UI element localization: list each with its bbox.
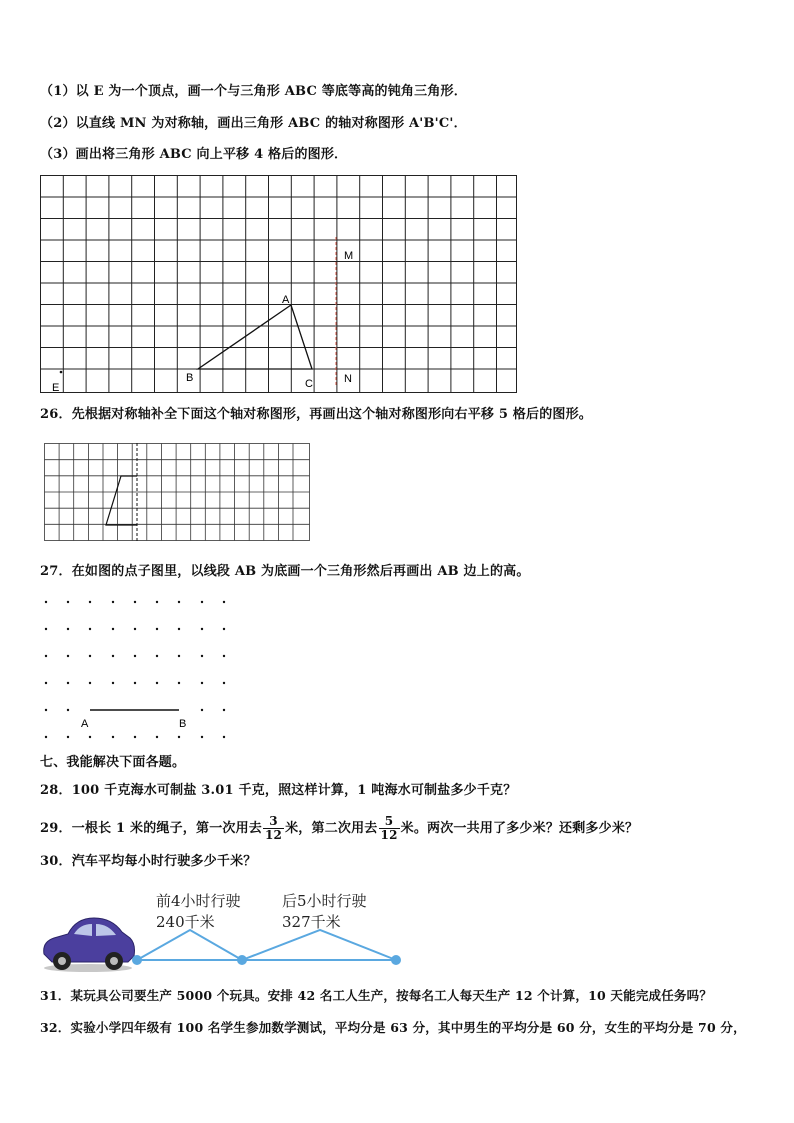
question-30: 30．汽车平均每小时行驶多少千米？ [40,854,257,869]
question-31: 31．某玩具公司要生产 5000 个玩具。安排 42 名工人生产，按每名工人每天生产 12 个计算，10 天能完成任务吗？ [40,988,713,1003]
dot-label-a: A [81,718,89,730]
segment-1-label-line-1: 前4小时行驶 [156,892,241,910]
frac2-denominator: 12 [380,828,398,842]
q29-text-3: 米。两次一共用了多少米？还剩多少米？ [400,821,639,836]
label-m: M [344,250,354,262]
q29-text-2: 米，第二次用去 [285,821,378,836]
label-a: A [282,294,290,306]
car-icon [44,918,135,972]
frac1-numerator: 3 [263,815,284,829]
segment-2-label-line-1: 后5小时行驶 [282,892,367,910]
point-e-dot [60,371,63,374]
symmetry-grid-figure [44,443,312,543]
triangle-grid-figure [40,175,518,395]
label-c: C [305,378,313,390]
fraction-3-12 [263,815,284,842]
fraction-5-12 [379,815,400,842]
dot-paper-figure [36,594,236,744]
question-25-part-3: （3）画出将三角形 ABC 向上平移 4 格后的图形． [40,147,348,162]
question-25-part-2: （2）以直线 MN 为对称轴，画出三角形 ABC 的轴对称图形 A'B'C'． [40,116,467,131]
triangle-abc [198,305,312,369]
segment-2-label-line-2: 327千米 [282,913,341,931]
frac1-denominator: 12 [265,828,283,842]
label-n: N [344,373,352,385]
question-25-part-1: （1）以 E 为一个顶点，画一个与三角形 ABC 等底等高的钝角三角形． [40,84,467,99]
question-32: 32．实验小学四年级有 100 名学生参加数学测试，平均分是 63 分，其中男生的平均分是 60 分，女生的平均分是 70 分， [40,1020,746,1035]
segment-1-label-line-2: 240千米 [156,913,215,931]
frac2-numerator: 5 [379,815,400,829]
car-route-figure [38,888,410,976]
dot-label-b: B [179,718,187,730]
route-diagram [132,930,401,965]
question-26: 26．先根据对称轴补全下面这个轴对称图形，再画出这个轴对称图形向右平移 5 格后的图形。 [40,407,592,422]
q29-text-1: 29．一根长 1 米的绳子，第一次用去 [40,821,262,836]
label-b: B [186,372,194,384]
section-7-heading: 七、我能解决下面各题。 [40,755,186,770]
question-27: 27．在如图的点子图里，以线段 AB 为底画一个三角形然后再画出 AB 边上的高。 [40,564,530,579]
question-28: 28．100 千克海水可制盐 3.01 千克，照这样计算，1 吨海水可制盐多少千克？ [40,783,517,798]
question-29 [40,814,638,844]
label-e: E [52,382,60,394]
